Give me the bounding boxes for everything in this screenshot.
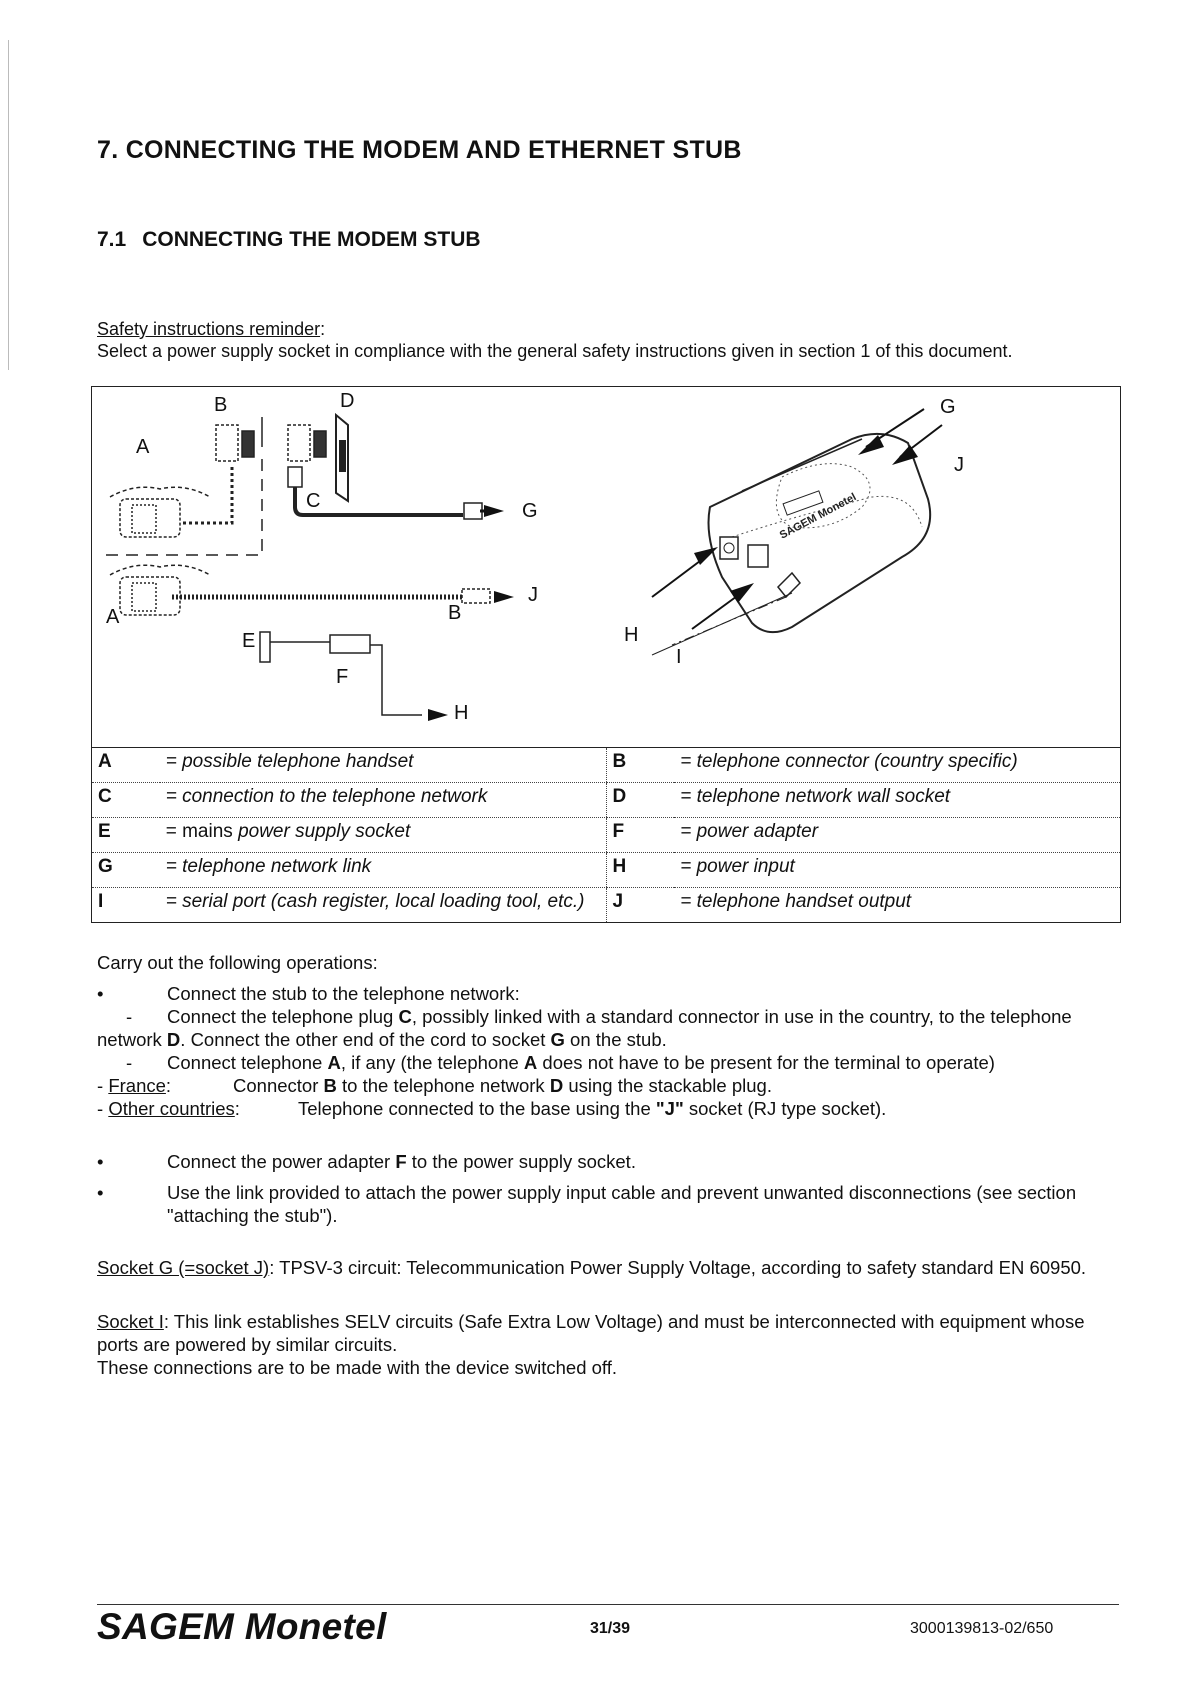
label-a-top: A (136, 436, 150, 458)
label-g-left: G (522, 500, 538, 522)
legend-value-plain: = mains (165, 821, 239, 842)
legend-value (160, 818, 606, 853)
modem-stub-device (652, 434, 930, 655)
bullet-text: Connect the stub to the telephone network: (167, 983, 520, 1004)
socket-i-note: Socket I: This link establishes SELV circuits (Safe Extra Low Voltage) and must be interconnected with equipment whose ports are powered by similar circuits. These connections are to be made with the device switched off. (97, 1311, 1085, 1378)
bullet-item: • Connect the stub to the telephone network: (97, 983, 520, 1004)
section-number: 7.1 (97, 228, 127, 251)
arrow-h (428, 709, 448, 721)
page-heading: 7. CONNECTING THE MODEM AND ETHERNET STUB (97, 136, 742, 164)
operations-list (97, 982, 1107, 1120)
scan-edge-mark (8, 40, 9, 370)
legend-key: G (92, 853, 160, 888)
label-f: F (336, 666, 349, 688)
legend-key: E (92, 818, 160, 853)
legend-key: B (606, 748, 674, 783)
handset-a-bottom (110, 565, 210, 615)
france-label: France (108, 1075, 166, 1096)
legend-row (92, 818, 1121, 853)
legend-value: = connection to the telephone network (160, 783, 606, 818)
section-title: CONNECTING THE MODEM STUB (142, 228, 481, 251)
legend-value: = telephone handset output (680, 891, 912, 912)
legend-value: = telephone network wall socket (674, 783, 1120, 818)
bullet-text: Use the link provided to attach the power supply input cable and prevent unwanted disconnections (see section "attaching the stub"). (167, 1182, 1077, 1226)
socket-i-label: Socket I (97, 1311, 164, 1332)
label-b-bottom: B (448, 602, 462, 624)
label-g-right: G (940, 396, 956, 418)
safety-reminder: Safety instructions reminder: Select a power supply socket in compliance with the general safety instructions given in section 1 of this document. (97, 319, 1013, 361)
legend-key: A (92, 748, 160, 783)
page-number: 31/39 (590, 1620, 631, 1637)
handset-a-top (110, 487, 210, 537)
label-h-right: H (624, 624, 639, 646)
socket-g-label: Socket G (=socket J) (97, 1257, 270, 1278)
label-i-right: I (676, 646, 682, 668)
switched-off-note: These connections are to be made with the device switched off. (97, 1357, 618, 1378)
footer-brand-logo: SAGEM Monetel (97, 1606, 387, 1647)
dashed-guide (100, 459, 262, 555)
device-brand-text: SAGEM Monetel (777, 491, 859, 542)
dash-item: - Connect telephone A, if any (the telephone A does not have to be present for the terminal to operate) (126, 1052, 995, 1073)
legend-row (92, 853, 1121, 888)
legend-key: F (606, 818, 674, 853)
other-countries-line: - Other countries: Telephone connected to the base using the "J" socket (RJ type socket). (97, 1098, 887, 1119)
footer-rule (97, 1604, 1119, 1605)
label-j-left: J (528, 584, 538, 606)
legend-row (92, 783, 1121, 818)
france-line: - France: Connector B to the telephone network D using the stackable plug. (97, 1075, 772, 1096)
dash-item: - Connect the telephone plug C, possibly linked with a standard connector in use in the country, to the telephone network D. Connect the other end of the cord to socket G on the stub. (97, 1006, 1072, 1050)
label-d: D (340, 390, 355, 412)
legend-value: = possible telephone handset (160, 748, 606, 783)
label-c: C (306, 490, 321, 512)
connector-stack (288, 425, 326, 461)
label-b-top: B (214, 394, 228, 416)
label-a-bottom: A (106, 606, 120, 628)
legend-key: D (606, 783, 674, 818)
other-countries-label: Other countries (108, 1098, 235, 1119)
label-h-left: H (454, 702, 469, 724)
legend-value: = telephone network link (160, 853, 606, 888)
legend-key: I (98, 891, 104, 912)
socket-g-note: Socket G (=socket J): TPSV-3 circuit: Telecommunication Power Supply Voltage, according to safety standard EN 60950. (97, 1257, 1087, 1278)
legend-table (91, 747, 1121, 923)
legend-key: C (92, 783, 160, 818)
operations-intro: Carry out the following operations: (97, 952, 378, 973)
wall-socket-d (336, 415, 348, 501)
legend-row (92, 748, 1121, 783)
label-e: E (242, 630, 256, 652)
legend-value-italic: power supply socket (238, 821, 411, 842)
label-j-right: J (954, 454, 964, 476)
arrow-j (494, 591, 514, 603)
legend-value: = telephone connector (country specific) (674, 748, 1120, 783)
legend-key: H (606, 853, 674, 888)
connector-b-top (216, 417, 262, 461)
connection-diagram (91, 386, 1121, 748)
legend-value: = power adapter (674, 818, 1120, 853)
legend-row (92, 888, 1121, 923)
bullet-item: • Connect the power adapter F to the power supply socket. (97, 1151, 636, 1172)
legend-key: J (606, 888, 674, 923)
safety-text: Select a power supply socket in compliance with the general safety instructions given in section 1 of this document. (97, 341, 1013, 361)
safety-label: Safety instructions reminder (97, 319, 321, 339)
diagram-svg (92, 387, 1122, 749)
legend-value: = serial port (cash register, local loading tool, etc.) (165, 891, 585, 912)
legend-value: = power input (674, 853, 1120, 888)
bullet-item: • Use the link provided to attach the power supply input cable and prevent unwanted disconnections (see section "attaching the stub"). (97, 1182, 1077, 1226)
document-reference: 3000139813-02/650 (910, 1620, 1054, 1637)
section-heading (97, 228, 481, 252)
